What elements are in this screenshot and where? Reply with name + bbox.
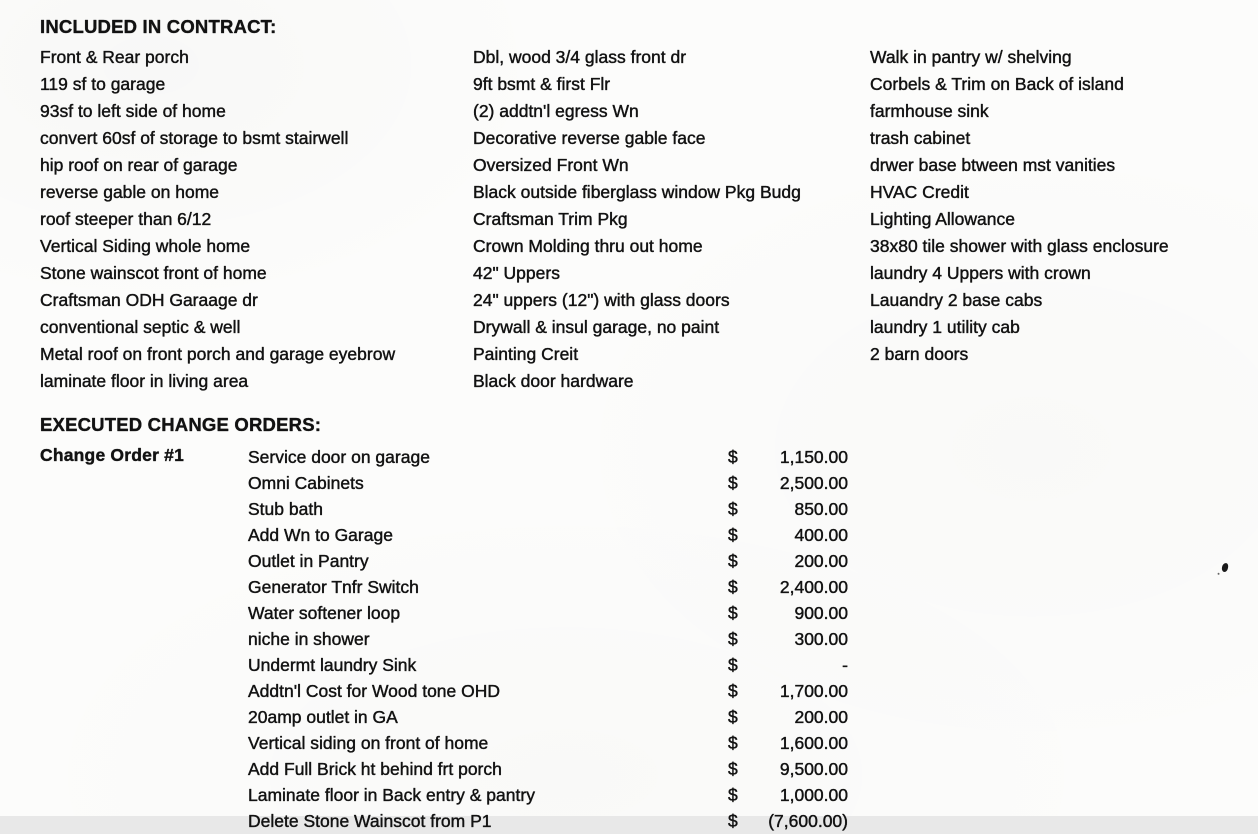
included-item: Black door hardware — [473, 371, 634, 391]
currency-symbol: $ — [728, 577, 738, 597]
included-item: 42" Uppers — [473, 263, 560, 283]
change-order-amount: - — [842, 655, 848, 675]
change-order-amount: 9,500.00 — [779, 759, 848, 779]
included-item: drwer base btween mst vanities — [870, 155, 1116, 175]
included-item: Black outside fiberglass window Pkg Budg — [473, 182, 801, 202]
included-item: trash cabinet — [870, 128, 971, 148]
change-order-amount: 1,150.00 — [779, 447, 848, 467]
included-item: laundry 1 utility cab — [870, 317, 1020, 337]
ink-speck — [1221, 562, 1229, 572]
included-column-3 — [870, 44, 1169, 368]
included-item: Drywall & insul garage, no paint — [473, 317, 720, 337]
included-item: Craftsman Trim Pkg — [473, 209, 628, 229]
included-item: Stone wainscot front of home — [40, 263, 267, 283]
currency-symbol: $ — [728, 473, 738, 493]
currency-symbol: $ — [728, 525, 738, 545]
currency-symbol: $ — [728, 785, 738, 805]
included-item: conventional septic & well — [40, 317, 241, 337]
included-item: 38x80 tile shower with glass enclosure — [870, 236, 1169, 256]
change-order-row — [248, 782, 848, 808]
change-order-description: Vertical siding on front of home — [248, 733, 489, 753]
included-item: laminate floor in living area — [40, 371, 249, 391]
included-item: HVAC Credit — [870, 182, 969, 202]
change-order-description: Water softener loop — [248, 603, 401, 623]
change-order-amount: (7,600.00) — [768, 811, 848, 831]
included-item: Vertical Siding whole home — [40, 236, 251, 256]
included-item: Metal roof on front porch and garage eyebrow — [40, 344, 396, 364]
change-order-description: Delete Stone Wainscot from P1 — [248, 811, 492, 831]
change-order-description: 20amp outlet in GA — [248, 707, 398, 727]
currency-symbol: $ — [728, 811, 738, 831]
change-order-amount: 850.00 — [794, 499, 848, 519]
change-order-description: Stub bath — [248, 499, 323, 519]
currency-symbol: $ — [728, 707, 738, 727]
included-item: Painting Creit — [473, 344, 579, 364]
included-item: Oversized Front Wn — [473, 155, 629, 175]
change-orders-section-title: EXECUTED CHANGE ORDERS: — [40, 414, 322, 435]
currency-symbol: $ — [728, 733, 738, 753]
change-order-row — [248, 470, 848, 496]
change-order-row — [248, 574, 848, 600]
change-order-row — [248, 730, 848, 756]
change-order-amount: 900.00 — [794, 603, 848, 623]
included-item: Lauandry 2 base cabs — [870, 290, 1043, 310]
change-order-amount: 1,600.00 — [779, 733, 848, 753]
currency-symbol: $ — [728, 603, 738, 623]
change-order-row — [248, 548, 848, 574]
change-order-amount: 200.00 — [794, 707, 848, 727]
included-item: Decorative reverse gable face — [473, 128, 706, 148]
change-order-description: Omni Cabinets — [248, 473, 364, 493]
included-item: Corbels & Trim on Back of island — [870, 74, 1124, 94]
included-item: hip roof on rear of garage — [40, 155, 238, 175]
included-item: Craftsman ODH Garaage dr — [40, 290, 258, 310]
included-item: 119 sf to garage — [40, 74, 166, 94]
change-order-row — [248, 704, 848, 730]
included-item: Crown Molding thru out home — [473, 236, 703, 256]
included-item: laundry 4 Uppers with crown — [870, 263, 1091, 283]
currency-symbol: $ — [728, 681, 738, 701]
included-item: convert 60sf of storage to bsmt stairwell — [40, 128, 349, 148]
included-item: 2 barn doors — [870, 344, 969, 364]
change-order-description: Add Wn to Garage — [248, 525, 393, 545]
change-order-amount: 1,000.00 — [779, 785, 848, 805]
included-item: Front & Rear porch — [40, 47, 189, 67]
change-order-row — [248, 808, 848, 834]
change-order-row — [248, 756, 848, 782]
change-order-description: Generator Tnfr Switch — [248, 577, 419, 597]
change-order-number-label: Change Order #1 — [40, 445, 185, 465]
currency-symbol: $ — [728, 629, 738, 649]
included-item: farmhouse sink — [870, 101, 989, 121]
change-order-description: Addtn'l Cost for Wood tone OHD — [248, 681, 501, 701]
change-order-row — [248, 600, 848, 626]
change-order-amount: 200.00 — [794, 551, 848, 571]
currency-symbol: $ — [728, 499, 738, 519]
included-item: Lighting Allowance — [870, 209, 1015, 229]
currency-symbol: $ — [728, 655, 738, 675]
included-item: 24" uppers (12") with glass doors — [473, 290, 730, 310]
change-order-description: Service door on garage — [248, 447, 430, 467]
change-order-row — [248, 678, 848, 704]
change-order-row — [248, 444, 848, 470]
change-order-description: niche in shower — [248, 629, 370, 649]
currency-symbol: $ — [728, 551, 738, 571]
change-order-row — [248, 652, 848, 678]
change-order-amount: 300.00 — [794, 629, 848, 649]
change-order-amount: 1,700.00 — [779, 681, 848, 701]
included-item: 9ft bsmt & first Flr — [473, 74, 611, 94]
currency-symbol: $ — [728, 759, 738, 779]
change-order-description: Laminate floor in Back entry & pantry — [248, 785, 535, 805]
currency-symbol: $ — [728, 447, 738, 467]
change-order-description: Undermt laundry Sink — [248, 655, 417, 675]
included-item: 93sf to left side of home — [40, 101, 226, 121]
included-item: reverse gable on home — [40, 182, 219, 202]
change-order-items-list — [248, 444, 848, 834]
change-order-description: Outlet in Pantry — [248, 551, 369, 571]
included-item: (2) addtn'l egress Wn — [473, 101, 639, 121]
included-column-2 — [473, 44, 801, 395]
change-order-amount: 2,400.00 — [779, 577, 848, 597]
included-section-title: INCLUDED IN CONTRACT: — [40, 16, 277, 37]
change-order-description: Add Full Brick ht behind frt porch — [248, 759, 502, 779]
included-item: Walk in pantry w/ shelving — [870, 47, 1072, 67]
included-column-1 — [40, 44, 395, 395]
change-order-row — [248, 626, 848, 652]
change-order-amount: 2,500.00 — [779, 473, 848, 493]
change-order-row — [248, 496, 848, 522]
included-item: roof steeper than 6/12 — [40, 209, 212, 229]
included-item: Dbl, wood 3/4 glass front dr — [473, 47, 687, 67]
change-order-amount: 400.00 — [794, 525, 848, 545]
change-order-row — [248, 522, 848, 548]
